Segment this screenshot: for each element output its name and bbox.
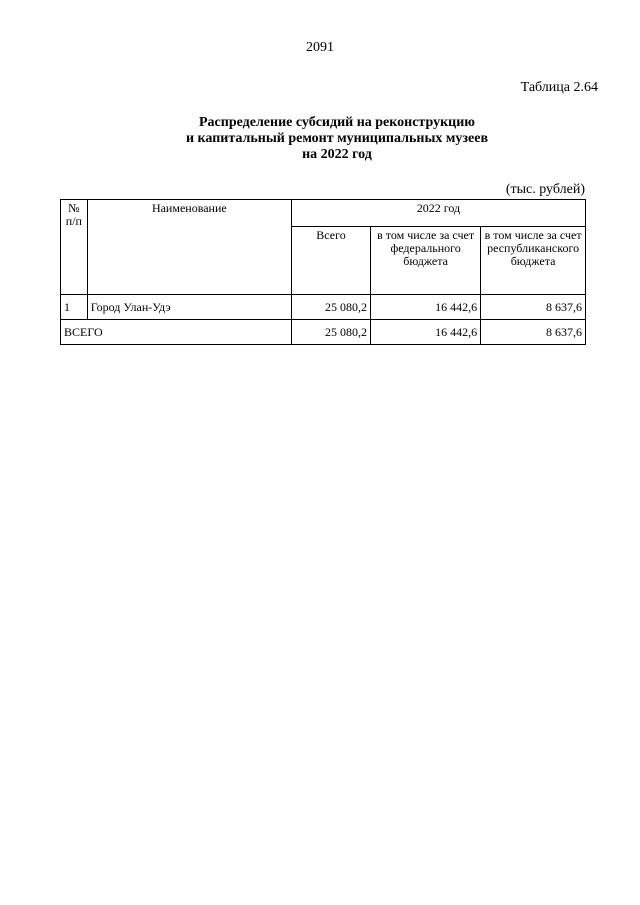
cell-number: 1 [61,295,88,320]
document-title [0,115,640,163]
units-label: (тыс. рублей) [505,182,585,197]
document-title-line-1: Распределение субсидий на реконструкцию [199,115,475,130]
table-header-row [61,200,586,227]
subsidies-table [60,199,586,345]
table-row [61,295,586,320]
table-number-label: Таблица 2.64 [520,80,598,95]
header-name: Наименование [87,200,291,295]
cell-federal: 16 442,6 [371,295,481,320]
total-label: ВСЕГО [61,320,292,345]
cell-republic: 8 637,6 [481,295,586,320]
header-republic: в том числе за счет республиканского бюджета [481,227,586,295]
header-total: Всего [291,227,370,295]
table-total-row [61,320,586,345]
header-federal: в том числе за счет федерального бюджета [371,227,481,295]
total-federal: 16 442,6 [371,320,481,345]
page-number: 2091 [306,40,334,55]
header-year-group: 2022 год [291,200,585,227]
cell-name: Город Улан-Удэ [87,295,291,320]
document-title-line-2: и капитальный ремонт муниципальных музеев [185,131,489,146]
document-title-line-3: на 2022 год [302,147,372,162]
total-sum: 25 080,2 [291,320,370,345]
cell-total: 25 080,2 [291,295,370,320]
header-number: № п/п [61,200,88,295]
total-republic: 8 637,6 [481,320,586,345]
